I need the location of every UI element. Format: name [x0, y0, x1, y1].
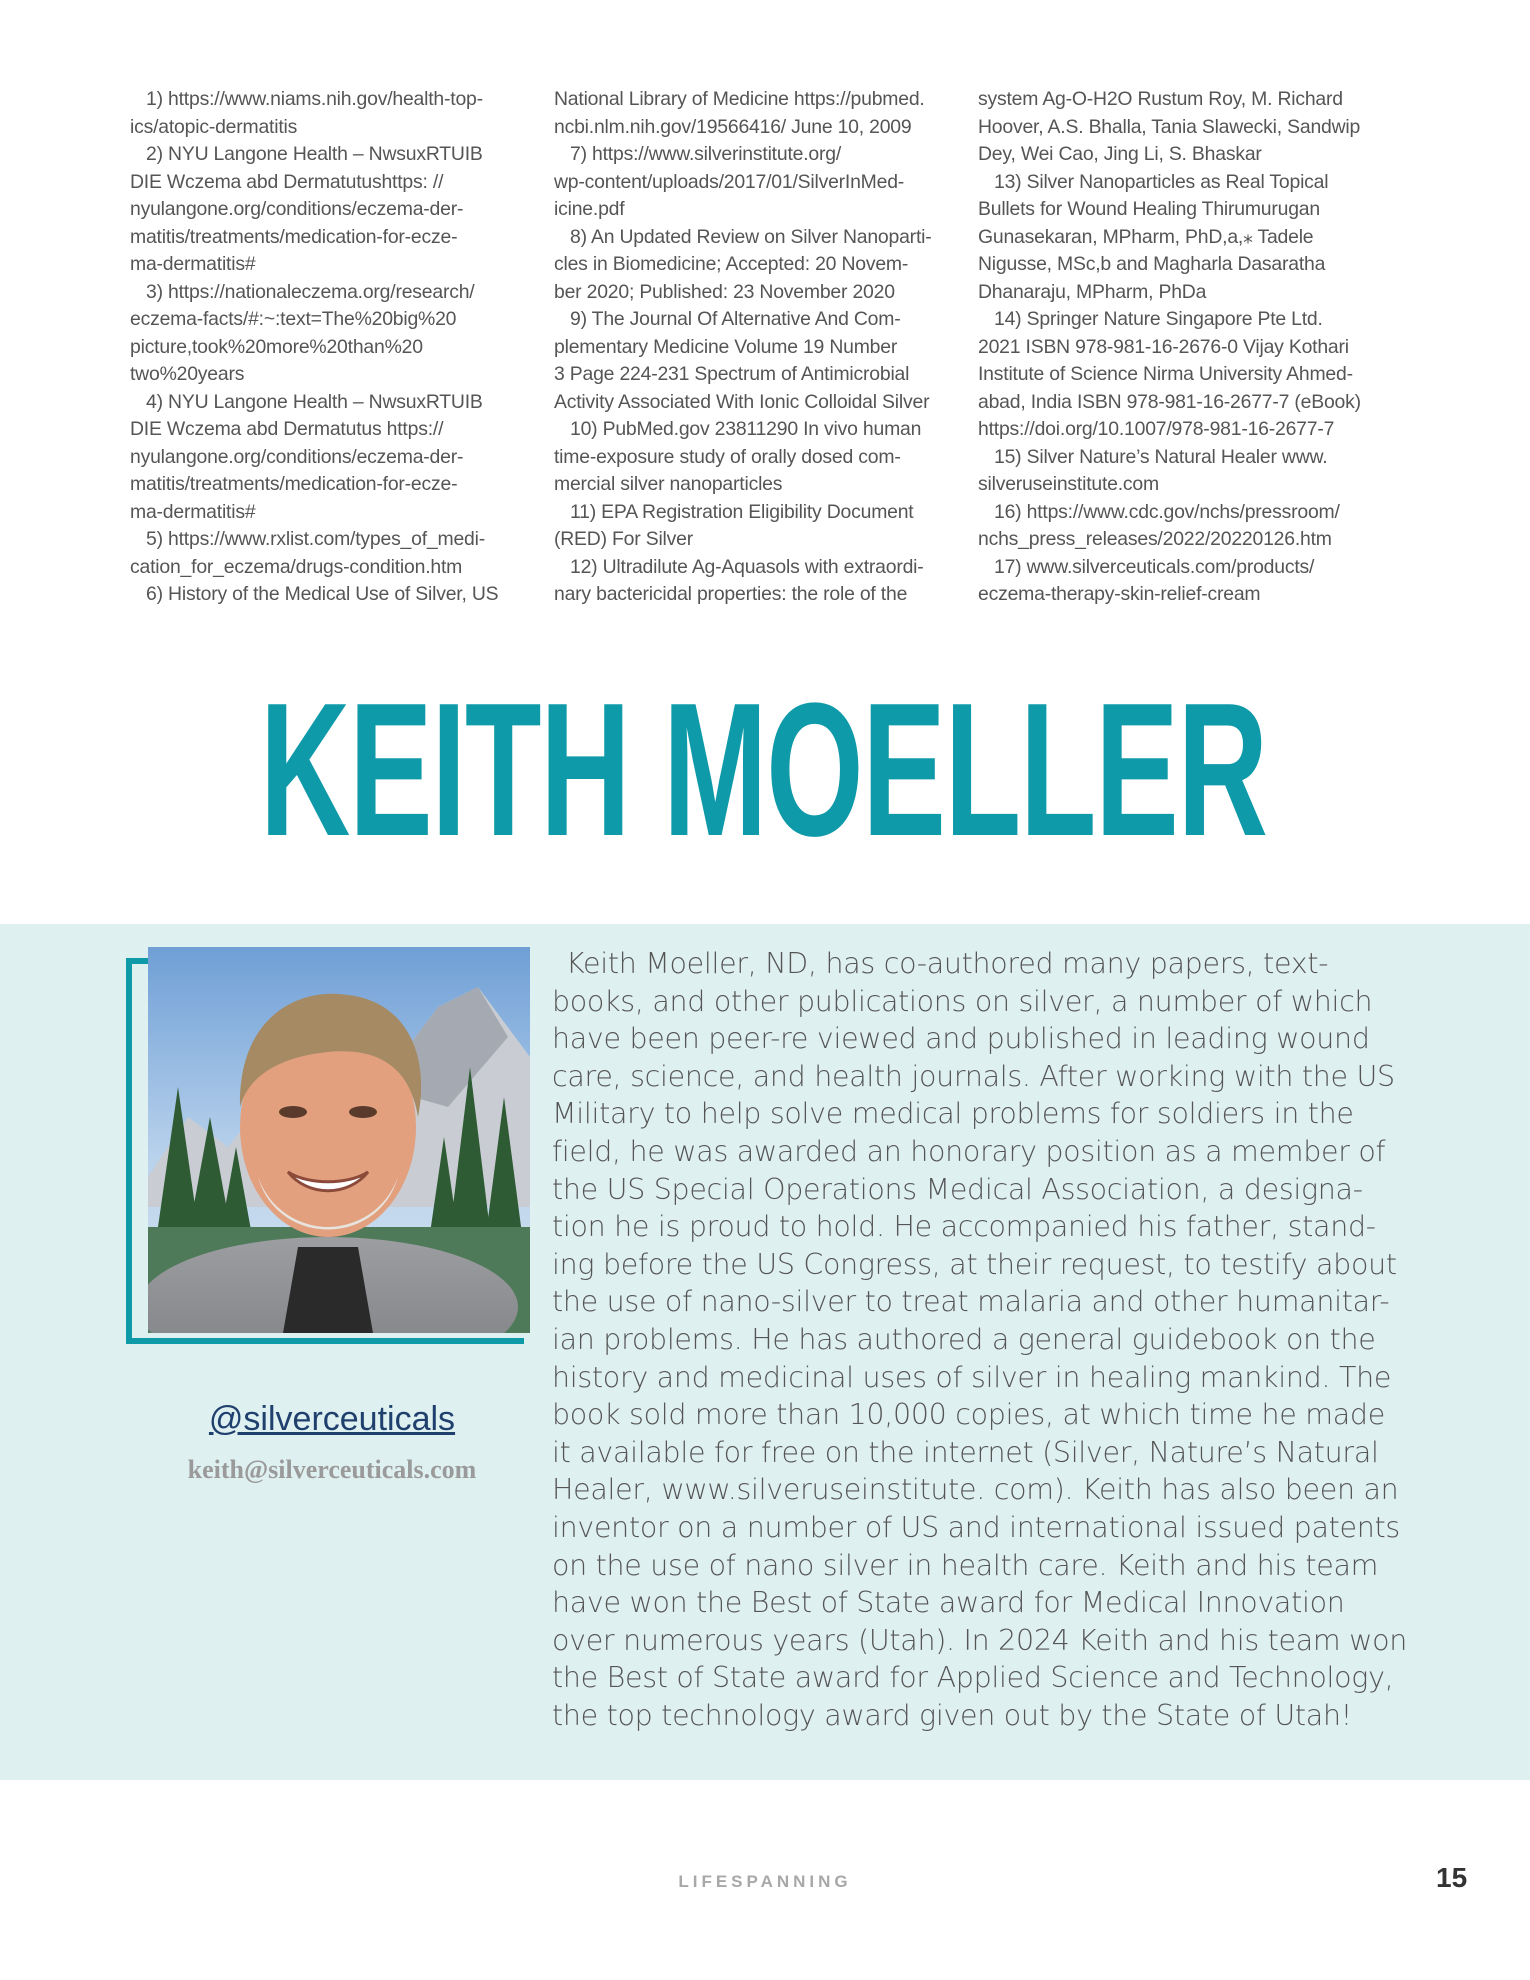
- page-number: 15: [1436, 1862, 1468, 1893]
- reference-line: 11) EPA Registration Eligibility Document: [570, 500, 914, 523]
- bio-line: history and medicinal uses of silver in healing mankind. The: [552, 1360, 1392, 1394]
- reference-line: 5) https://www.rxlist.com/types_of_medi-: [146, 528, 485, 550]
- references-column-1: [130, 86, 530, 609]
- reference-line: DIE Wczema abd Dermatutushttps: //: [130, 170, 444, 193]
- reference-line: 8) An Updated Review on Silver Nanoparti-: [570, 225, 932, 248]
- reference-line: matitis/treatments/medication-for-ecze-: [130, 225, 458, 248]
- reference-line: wp-content/uploads/2017/01/SilverInMed-: [554, 170, 905, 193]
- bio-line: care, science, and health journals. After working with the US: [552, 1059, 1395, 1093]
- reference-line: 7) https://www.silverinstitute.org/: [570, 143, 842, 165]
- bio-line: inventor on a number of US and international issued patents: [552, 1510, 1400, 1544]
- reference-line: nyulangone.org/conditions/eczema-der-: [130, 198, 464, 220]
- reference-line: picture,took%20more%20than%20: [130, 335, 423, 358]
- reference-line: 16) https://www.cdc.gov/nchs/pressroom/: [994, 500, 1340, 523]
- reference-line: two%20years: [130, 363, 245, 385]
- bio-line: book sold more than 10,000 copies, at which time he made: [552, 1398, 1385, 1432]
- reference-line: matitis/treatments/medication-for-ecze-: [130, 473, 458, 495]
- reference-line: abad, India ISBN 978-981-16-2677-7 (eBook): [978, 390, 1361, 413]
- bio-line: on the use of nano silver in health care. Keith and his team: [552, 1548, 1379, 1582]
- reference-line: 15) Silver Nature’s Natural Healer www.: [994, 445, 1328, 468]
- reference-line: plementary Medicine Volume 19 Number: [554, 335, 898, 358]
- footer-brand-logo: LIFESPANNING: [678, 1872, 852, 1891]
- references-section: [0, 86, 1530, 616]
- references-column-3: [978, 86, 1398, 609]
- reference-line: 2) NYU Langone Health – NwsuxRTUIB: [146, 143, 483, 165]
- reference-line: 17) www.silverceuticals.com/products/: [994, 555, 1315, 578]
- reference-line: time-exposure study of orally dosed com-: [554, 445, 901, 468]
- reference-line: 6) History of the Medical Use of Silver, US: [146, 583, 499, 605]
- bio-line: the Best of State award for Applied Science and Technology,: [552, 1661, 1394, 1695]
- reference-line: eczema-facts/#:~:text=The%20big%20: [130, 308, 457, 330]
- bio-line: the top technology award given out by the State of Utah!: [552, 1698, 1352, 1732]
- reference-line: ma-dermatitis#: [130, 253, 256, 275]
- reference-line: (RED) For Silver: [554, 528, 694, 550]
- bio-line: over numerous years (Utah). In 2024 Keith and his team won: [552, 1623, 1408, 1657]
- reference-line: eczema-therapy-skin-relief-cream: [978, 583, 1261, 605]
- reference-line: https://doi.org/10.1007/978-981-16-2677-7: [978, 418, 1335, 440]
- reference-line: 10) PubMed.gov 23811290 In vivo human: [570, 418, 922, 440]
- reference-line: cation_for_eczema/drugs-condition.htm: [130, 555, 463, 578]
- bio-line: field, he was awarded an honorary position as a member of: [552, 1134, 1386, 1168]
- reference-line: nchs_press_releases/2022/20220126.htm: [978, 528, 1332, 550]
- reference-line: National Library of Medicine https://pubmed.: [554, 88, 925, 110]
- page-title: KEITH MOELLER: [259, 664, 1267, 876]
- reference-line: Nigusse, MSc,b and Magharla Dasaratha: [978, 253, 1326, 275]
- reference-line: 14) Springer Nature Singapore Pte Ltd.: [994, 308, 1323, 330]
- reference-line: 12) Ultradilute Ag-Aquasols with extraordi-: [570, 555, 924, 578]
- bio-line: tion he is proud to hold. He accompanied his father, stand-: [552, 1210, 1376, 1244]
- reference-line: ncbi.nlm.nih.gov/19566416/ June 10, 2009: [554, 115, 912, 138]
- bio-line: have been peer-re viewed and published in leading wound: [552, 1022, 1370, 1056]
- bio-text: [552, 945, 1408, 1734]
- reference-line: 9) The Journal Of Alternative And Com-: [570, 308, 901, 330]
- bio-line: Military to help solve medical problems for soldiers in the: [552, 1097, 1354, 1131]
- bio-line: Keith Moeller, ND, has co-authored many papers, text-: [566, 947, 1329, 980]
- reference-line: 3 Page 224-231 Spectrum of Antimicrobial: [554, 363, 910, 385]
- bio-line: ing before the US Congress, at their request, to testify about: [552, 1247, 1397, 1281]
- reference-line: ics/atopic-dermatitis: [130, 115, 298, 138]
- bio-line: the US Special Operations Medical Association, a designa-: [552, 1172, 1363, 1206]
- reference-line: silveruseinstitute.com: [978, 473, 1159, 495]
- reference-line: nary bactericidal properties: the role of the: [554, 583, 908, 605]
- reference-line: system Ag-O-H2O Rustum Roy, M. Richard: [978, 88, 1343, 110]
- reference-line: 2021 ISBN 978-981-16-2676-0 Vijay Kothari: [978, 335, 1349, 358]
- email-link[interactable]: keith@silverceuticals.com: [187, 1455, 477, 1484]
- reference-line: Dey, Wei Cao, Jing Li, S. Bhaskar: [978, 143, 1262, 165]
- reference-line: nyulangone.org/conditions/eczema-der-: [130, 445, 464, 468]
- reference-line: cles in Biomedicine; Accepted: 20 Novem-: [554, 253, 909, 275]
- bio-line: books, and other publications on silver, a number of which: [552, 984, 1373, 1018]
- references-column-2: [554, 86, 964, 609]
- reference-line: Dhanaraju, MPharm, PhDa: [978, 280, 1207, 303]
- reference-line: 13) Silver Nanoparticles as Real Topical: [994, 170, 1329, 193]
- reference-line: Hoover, A.S. Bhalla, Tania Slawecki, Sandwip: [978, 115, 1361, 138]
- bio-line: have won the Best of State award for Medical Innovation: [552, 1586, 1345, 1620]
- reference-line: Activity Associated With Ionic Colloidal Silver: [554, 390, 930, 413]
- social-handle-link[interactable]: @silverceuticals: [208, 1400, 456, 1438]
- bio-line: ian problems. He has authored a general guidebook on the: [552, 1322, 1376, 1356]
- reference-line: ma-dermatitis#: [130, 500, 256, 523]
- author-photo: [148, 947, 530, 1333]
- bio-line: it available for free on the internet (Silver, Nature’s Natural: [552, 1435, 1379, 1469]
- reference-line: Bullets for Wound Healing Thirumurugan: [978, 198, 1320, 220]
- reference-line: 1) https://www.niams.nih.gov/health-top-: [146, 88, 483, 110]
- reference-line: 4) NYU Langone Health – NwsuxRTUIB: [146, 390, 483, 413]
- reference-line: Institute of Science Nirma University Ahmed-: [978, 363, 1353, 385]
- reference-line: mercial silver nanoparticles: [554, 473, 783, 495]
- reference-line: DIE Wczema abd Dermatutus https://: [130, 418, 444, 440]
- bio-line: the use of nano-silver to treat malaria and other humanitar-: [552, 1285, 1390, 1319]
- reference-line: icine.pdf: [554, 198, 625, 220]
- bio-line: Healer, www.silveruseinstitute. com). Keith has also been an: [552, 1473, 1399, 1507]
- reference-line: 3) https://nationaleczema.org/research/: [146, 280, 475, 303]
- reference-line: Gunasekaran, MPharm, PhD,a,⁎ Tadele: [978, 225, 1314, 248]
- reference-line: ber 2020; Published: 23 November 2020: [554, 280, 895, 303]
